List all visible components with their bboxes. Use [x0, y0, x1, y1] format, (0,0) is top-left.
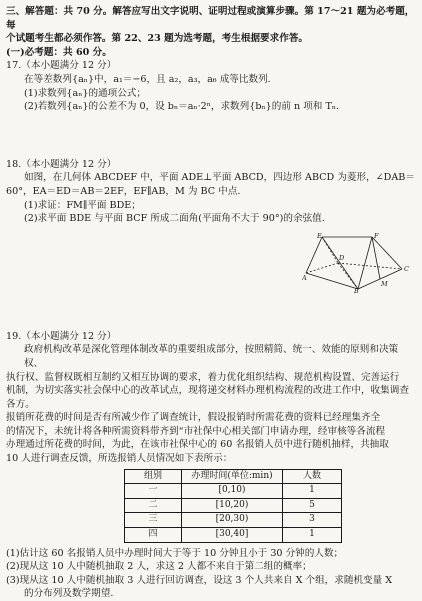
- q18-stem: 60°，EA＝ED＝AB＝2EF，EF∥AB，M 为 BC 中点.: [6, 185, 241, 197]
- q19-part3: (3)现从这 10 人中随机抽取 3 人进行回访调查，设这 3 个人共来自 X 个组，求随机变量 X: [6, 574, 393, 586]
- table-cell: [0,10): [182, 484, 283, 499]
- q19-heading: 19.（本小题满分 12 分）: [6, 330, 117, 342]
- edge-fb: [358, 237, 372, 289]
- q18-stem: 如图，在几何体 ABCDEF 中，平面 ADE⊥平面 ABCD，四边形 ABCD 为菱形，∠DAB＝: [24, 172, 415, 184]
- vertex-label: C: [404, 265, 409, 273]
- table-row: [125, 513, 342, 528]
- q19-paragraph-line: 的情况下，未统计将各种所需资料带齐到“市社保中心相关部门申请办理，经审核等各流程: [6, 425, 386, 437]
- table-row: [125, 528, 342, 543]
- q19-paragraph-line: 10 人进行调查反馈，所选报销人员情况如下表所示：: [6, 453, 233, 465]
- edge-dc: [338, 263, 402, 269]
- q17-part1: (1)求数列{aₙ}的通项公式；: [24, 87, 147, 99]
- table-cell: [20,30): [182, 513, 283, 528]
- section-header-line: 个试题考生都必须作答。第 22、23 题为选考题，考生根据要求作答。: [6, 33, 309, 45]
- exam-page: [6, 5, 416, 601]
- table-cell: 四: [125, 528, 182, 543]
- table-cell: 1: [283, 528, 342, 543]
- q18-part2: (2)求平面 BDE 与平面 BCF 所成二面角(平面角不大于 90°)的余弦值.: [24, 213, 325, 225]
- q19-paragraph-line: 办理通过所花费的时间，为此，在该市社保中心的 60 名报销人员中进行随机抽样，共抽取: [6, 439, 389, 451]
- table-cell: 二: [125, 498, 182, 513]
- edge-ea: [306, 237, 322, 273]
- vertex-label: M: [381, 280, 388, 288]
- table-header-count: 人数: [283, 469, 342, 484]
- q19-part3: 的分布列及数学期望.: [24, 588, 114, 600]
- section-header-line: 三、解答题：共 70 分。解答应写出文字说明、证明过程或演算步骤。第 17～21 题为必考题，每: [6, 6, 415, 31]
- q19-table: [124, 469, 342, 543]
- table-row: [125, 484, 342, 499]
- vertex-label: B: [354, 287, 359, 293]
- q19-paragraph-line: 政府机构改革是深化管理体制改革的重要组成部分，按照精简、统一、效能的原则和决策权、: [24, 344, 399, 369]
- table-header-group: 组别: [125, 469, 182, 484]
- table-header-row: [125, 469, 342, 484]
- question-19: [6, 330, 416, 601]
- section-subheader: (一)必考题：共 60 分。: [6, 46, 112, 58]
- table-cell: 3: [283, 513, 342, 528]
- q19-paragraph-line: 机制，为切实落实社会保中心的改革试点，现将递交材料办理机构流程的改进工作中，收集调查各方。: [6, 385, 409, 410]
- q19-paragraph-line: 报销所花费的时间是否有所减少作了调查统计，假设报销时所需花费的资料已经理集齐全: [6, 412, 381, 424]
- edge-fm: [372, 237, 380, 279]
- q18-geometry-figure: [302, 233, 418, 293]
- vertex-label: A: [302, 274, 307, 282]
- question-18: [6, 158, 416, 226]
- table-row: [125, 498, 342, 513]
- q19-paragraph-line: 执行权、监督权既相互制约又相互协调的要求，着力优化组织结构、规范机构设置、完善运行: [6, 371, 400, 383]
- q18-part1: (1)求证：FM∥平面 BDE；: [24, 199, 141, 211]
- table-cell: [10,20): [182, 498, 283, 513]
- table-cell: 5: [283, 498, 342, 513]
- vertex-label: D: [339, 254, 345, 262]
- q17-heading: 17.（本小题满分 12 分）: [6, 60, 117, 72]
- table-cell: [30,40]: [182, 528, 283, 543]
- q17-stem: 在等差数列{aₙ}中，a₁＝−6，且 a₂，a₃，a₆ 成等比数列.: [24, 73, 271, 85]
- vertex-label: E: [317, 233, 322, 240]
- edge-ad: [306, 263, 338, 273]
- table-cell: 三: [125, 513, 182, 528]
- table-header-time: 办理时间(单位:min): [182, 469, 283, 484]
- q18-heading: 18.（本小题满分 12 分）: [6, 158, 117, 170]
- question-17: [6, 59, 416, 113]
- q19-part2: (2)现从这 10 人中随机抽取 2 人，求这 2 人都不来自于第二组的概率；: [6, 561, 312, 573]
- table-cell: 一: [125, 484, 182, 499]
- q19-part1: (1)估计这 60 名报销人员中办理时间大于等于 10 分钟且小于 30 分钟的人数；: [6, 547, 344, 559]
- edge-fc: [372, 237, 402, 269]
- q17-part2: (2)若数列{aₙ}的公差不为 0，设 bₙ＝aₙ·2ⁿ，求数列{bₙ}的前 n 项和 Tₙ.: [24, 101, 340, 113]
- vertex-label: F: [374, 233, 379, 240]
- table-cell: 1: [283, 484, 342, 499]
- edge-ab: [306, 273, 358, 289]
- edge-bc: [358, 269, 402, 289]
